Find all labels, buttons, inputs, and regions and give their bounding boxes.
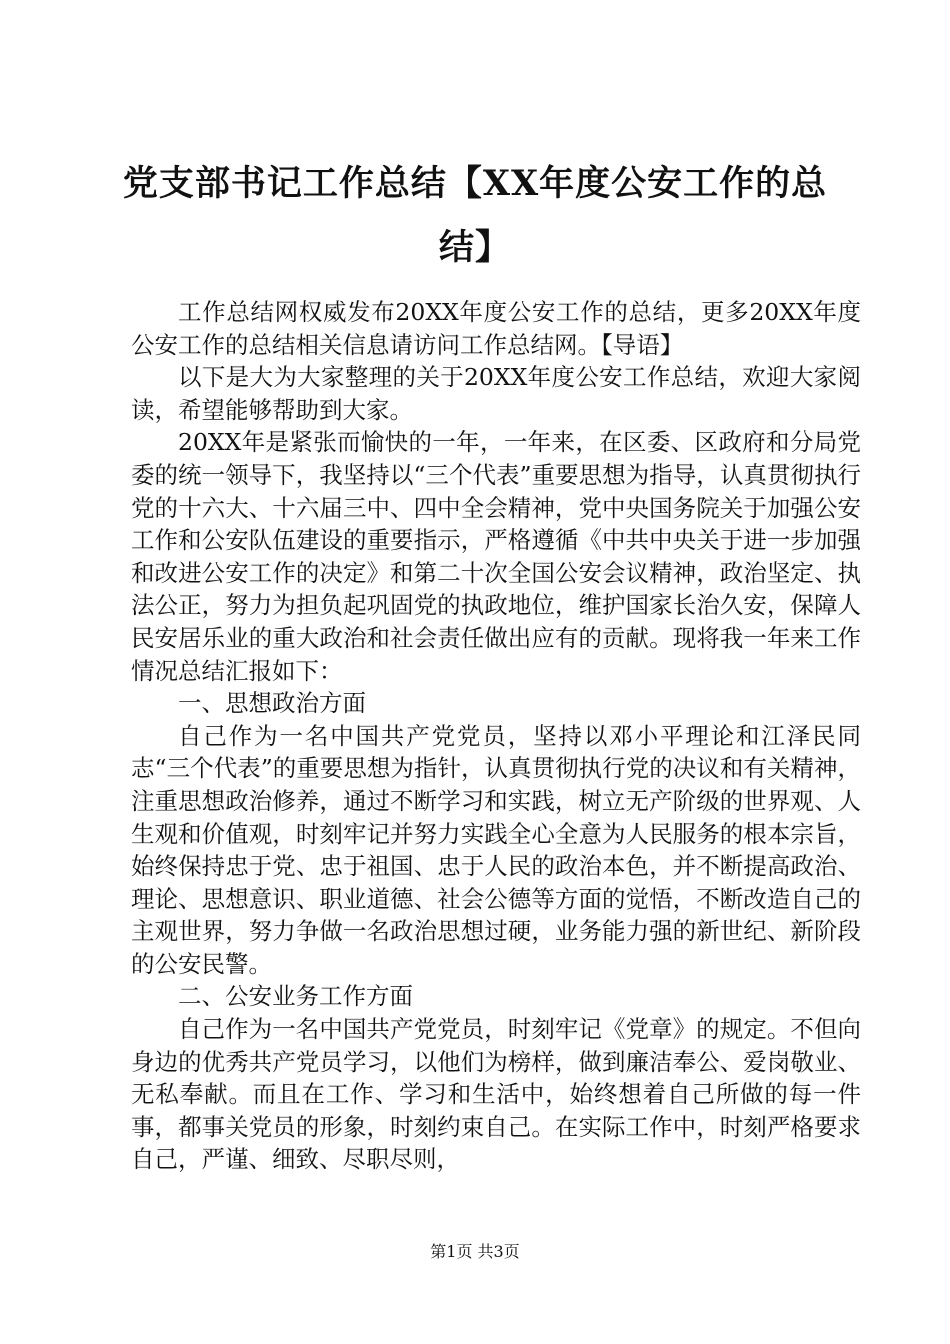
section-heading-police-work: 二、公安业务工作方面 <box>178 982 413 1011</box>
paragraph-intro: 工作总结网权威发布20XX年度公安工作的总结，更多20XX年度公安工作的总结相关信息请访问工作总结网。【导语】 <box>131 298 861 359</box>
document-title: 党支部书记工作总结【XX年度公安工作的总结】 <box>122 163 828 268</box>
paragraph-police-work: 自己作为一名中国共产党党员，时刻牢记《党章》的规定。不但向身边的优秀共产党员学习，以他们为榜样，做到廉洁奉公、爱岗敬业、无私奉献。而且在工作、学习和生活中，始终想着自己所做的每一件事，都事关党员的形象，时刻约束自己。在实际工作中，时刻严格要求自己，严谨、细致、尽职尽则， <box>131 1015 861 1174</box>
page-footer: 第1页 共3页 <box>430 1242 520 1261</box>
paragraph-overview: 20XX年是紧张而愉快的一年，一年来，在区委、区政府和分局党委的统一领导下，我坚持以“三个代表”重要思想为指导，认真贯彻执行党的十六大、十六届三中、四中全会精神，党中央国务院关于加强公安工作和公安队伍建设的重要指示，严格遵循《中共中央关于进一步加强和改进公安工作的决定》和第二十次全国公安会议精神，政治坚定、执法公正，努力为担负起巩固党的执政地位，维护国家长治久安，保障人民安居乐业的重大政治和社会责任做出应有的贡献。现将我一年来工作情况总结汇报如下： <box>131 428 861 685</box>
section-heading-political: 一、思想政治方面 <box>178 689 366 718</box>
document-body <box>131 296 861 1176</box>
paragraph-preface: 以下是大为大家整理的关于20XX年度公安工作总结，欢迎大家阅读，希望能够帮助到大家。 <box>131 363 861 424</box>
paragraph-political: 自己作为一名中国共产党党员，坚持以邓小平理论和江泽民同志“三个代表”的重要思想为指针，认真贯彻执行党的决议和有关精神，注重思想政治修养，通过不断学习和实践，树立无产阶级的世界观、人生观和价值观，时刻牢记并努力实践全心全意为人民服务的根本宗旨，始终保持忠于党、忠于祖国、忠于人民的政治本色，并不断提高政治、理论、思想意识、职业道德、社会公德等方面的觉悟，不断改造自己的主观世界，努力争做一名政治思想过硬，业务能力强的新世纪、新阶段的公安民警。 <box>131 721 861 978</box>
